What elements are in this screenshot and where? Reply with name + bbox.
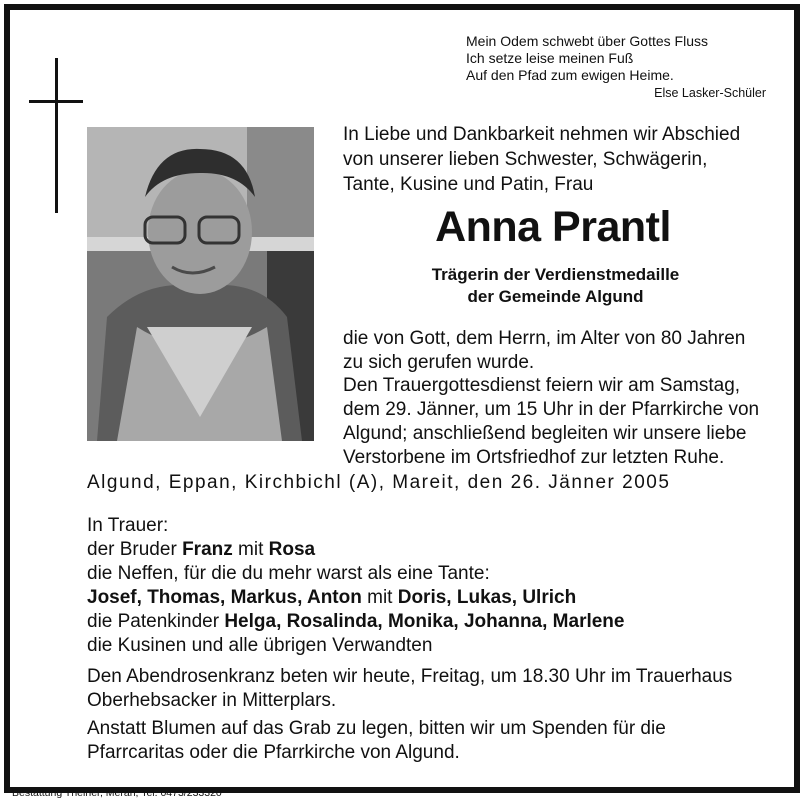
cross-icon xyxy=(55,58,58,213)
rosary-line: Oberhebsacker in Mitterplars. xyxy=(87,690,337,711)
passing-line: zu sich gerufen wurde. xyxy=(343,352,535,373)
passing-text xyxy=(343,327,768,375)
poem-author: Else Lasker-Schüler xyxy=(654,86,766,100)
intro-text xyxy=(343,122,768,197)
rosary-line: Den Abendrosenkranz beten wir heute, Freitag, um 18.30 Uhr im Trauerhaus xyxy=(87,666,733,687)
intro-line: Tante, Kusine und Patin, Frau xyxy=(343,174,594,195)
donation-line: Anstatt Blumen auf das Grab zu legen, bitten wir um Spenden für die xyxy=(87,718,666,739)
service-line: Den Trauergottesdienst feiern wir am Samstag, xyxy=(343,375,741,396)
cross-icon-bar xyxy=(29,100,83,103)
honor-line: Trägerin der Verdienstmedaille xyxy=(431,265,680,284)
mourner-row-godchildren: die Patenkinder Helga, Rosalinda, Monika, Johanna, Marlene xyxy=(87,611,625,632)
service-line: Algund; anschließend begleiten wir unsere liebe xyxy=(343,423,747,444)
intro-line: von unserer lieben Schwester, Schwägerin, xyxy=(343,149,708,170)
poem xyxy=(466,33,766,102)
funeral-home-footer: Bestattung Theiner, Meran, Tel. 0473/233320 xyxy=(12,787,222,799)
mourners-heading: In Trauer: xyxy=(87,515,169,536)
funeral-service-text xyxy=(343,374,768,470)
donation-line: Pfarrcaritas oder die Pfarrkirche von Algund. xyxy=(87,742,460,763)
service-line: Verstorbene im Ortsfriedhof zur letzten Ruhe. xyxy=(343,447,725,468)
honor-note xyxy=(343,264,768,308)
service-line: dem 29. Jänner, um 15 Uhr in der Pfarrkirche von xyxy=(343,399,760,420)
intro-line: In Liebe und Dankbarkeit nehmen wir Abschied xyxy=(343,124,741,145)
donation-text xyxy=(87,717,769,765)
honor-line: der Gemeinde Algund xyxy=(467,287,644,306)
mourner-row-cousins: die Kusinen und alle übrigen Verwandten xyxy=(87,635,433,656)
deceased-name: Anna Prantl xyxy=(435,203,671,251)
mourner-row-brother: der Bruder Franz mit Rosa xyxy=(87,539,316,560)
place-date: Algund, Eppan, Kirchbichl (A), Mareit, den 26. Jänner 2005 xyxy=(87,472,671,493)
mourner-row-nephews-intro: die Neffen, für die du mehr warst als eine Tante: xyxy=(87,563,490,584)
mourners-list xyxy=(87,514,777,658)
portrait-photo xyxy=(87,127,314,441)
passing-line: die von Gott, dem Herrn, im Alter von 80 Jahren xyxy=(343,328,746,349)
poem-line: Ich setze leise meinen Fuß xyxy=(466,50,634,66)
poem-line: Mein Odem schwebt über Gottes Fluss xyxy=(466,33,708,49)
mourner-row-nephews: Josef, Thomas, Markus, Anton mit Doris, Lukas, Ulrich xyxy=(87,587,577,608)
poem-line: Auf den Pfad zum ewigen Heime. xyxy=(466,67,674,83)
rosary-text xyxy=(87,665,769,713)
